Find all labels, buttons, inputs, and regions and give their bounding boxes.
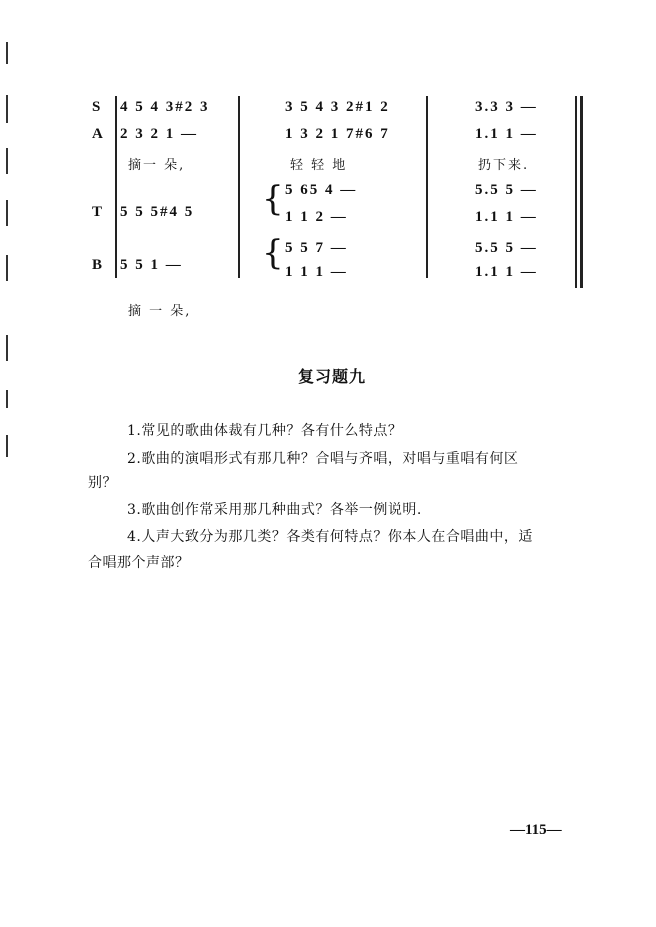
- scan-edge-mark: [6, 148, 8, 174]
- part-label-soprano: S: [92, 99, 101, 115]
- question-3: 3.歌曲创作常采用那几种曲式？各举一例说明.: [127, 502, 422, 518]
- bass-lyric: 摘 一 朵,: [128, 304, 192, 319]
- scan-edge-mark: [6, 390, 8, 408]
- bass-measure-2-lower: 1 1 1 —: [285, 264, 348, 280]
- system-bracket: [115, 96, 117, 278]
- section-title: 复习题九: [298, 367, 367, 386]
- bass-measure-3-lower: 1.1 1 —: [475, 264, 538, 280]
- soprano-measure-2: 3 5 4 3 2#1 2: [285, 99, 390, 115]
- scan-edge-mark: [6, 255, 8, 281]
- soprano-measure-3: 3.3 3 —: [475, 99, 538, 115]
- part-label-alto: A: [92, 126, 103, 142]
- scan-edge-mark: [6, 95, 8, 123]
- scan-edge-mark: [6, 435, 8, 457]
- tenor-measure-2-lower: 1 1 2 —: [285, 209, 348, 225]
- tenor-divisi-brace: {: [262, 179, 284, 219]
- bass-measure-2-upper: 5 5 7 —: [285, 240, 348, 256]
- scan-edge-mark: [6, 200, 8, 226]
- bar-line: [426, 96, 428, 278]
- page-number: —115—: [510, 822, 562, 838]
- scan-edge-mark: [6, 42, 8, 64]
- bass-measure-1: 5 5 1 —: [120, 257, 183, 273]
- lyric-measure-1: 摘一 朵,: [128, 158, 186, 173]
- alto-measure-2: 1 3 2 1 7#6 7: [285, 126, 390, 142]
- bass-divisi-brace: {: [262, 233, 284, 273]
- tenor-measure-1: 5 5 5#4 5: [120, 204, 195, 220]
- soprano-measure-1: 4 5 4 3#2 3: [120, 99, 210, 115]
- question-2-line-1: 2.歌曲的演唱形式有那几种？合唱与齐唱，对唱与重唱有何区: [127, 451, 519, 467]
- bar-line: [238, 96, 240, 278]
- question-4-line-1: 4.人声大致分为那几类？各类有何特点？你本人在合唱曲中，适: [127, 529, 533, 545]
- lyric-measure-3: 扔下来.: [478, 158, 530, 173]
- alto-measure-1: 2 3 2 1 —: [120, 126, 198, 142]
- final-bar-line-thick: [580, 96, 583, 288]
- bass-measure-3-upper: 5.5 5 —: [475, 240, 538, 256]
- part-label-bass: B: [92, 257, 103, 273]
- tenor-measure-3-upper: 5.5 5 —: [475, 182, 538, 198]
- tenor-measure-2-upper: 5 65 4 —: [285, 182, 358, 198]
- question-4-line-2: 合唱那个声部？: [88, 555, 190, 571]
- final-bar-line-thin: [575, 96, 577, 288]
- scan-edge-mark: [6, 335, 8, 361]
- lyric-measure-2: 轻 轻 地: [290, 158, 348, 173]
- question-2-line-2: 别？: [88, 475, 117, 491]
- alto-measure-3: 1.1 1 —: [475, 126, 538, 142]
- tenor-measure-3-lower: 1.1 1 —: [475, 209, 538, 225]
- part-label-tenor: T: [92, 204, 103, 220]
- question-1: 1.常见的歌曲体裁有几种？各有什么特点？: [127, 423, 403, 439]
